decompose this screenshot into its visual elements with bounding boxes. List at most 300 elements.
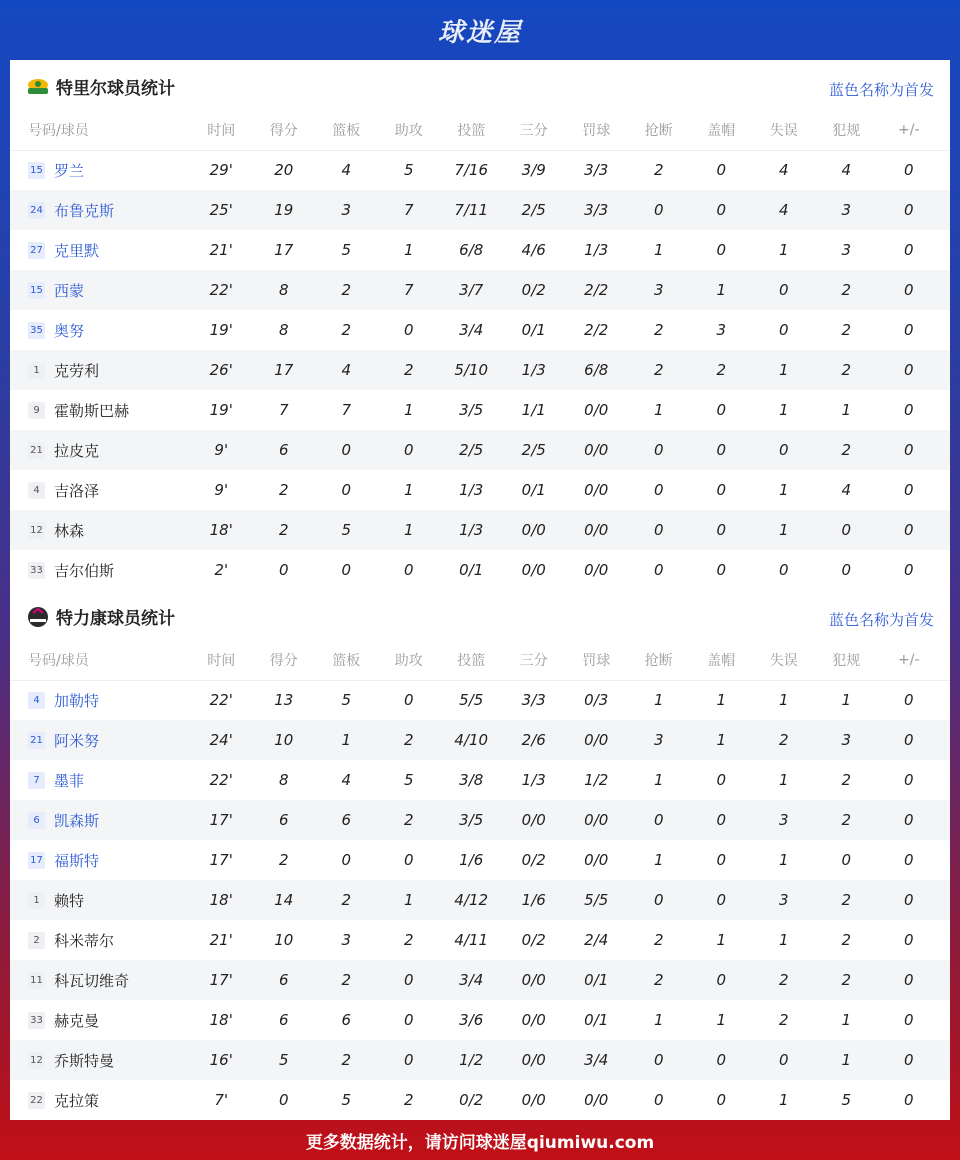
stat-cell: 5 <box>403 771 414 789</box>
stat-cell: 0 <box>903 1051 914 1069</box>
column-header: 抢断 <box>644 653 673 669</box>
stat-cell: 0 <box>341 481 352 499</box>
player-name[interactable]: 赫克曼 <box>54 1011 100 1030</box>
player-row[interactable] <box>10 880 950 920</box>
player-row[interactable] <box>10 310 950 350</box>
stat-cell: 0 <box>341 561 352 579</box>
stat-cell: 0/2 <box>459 1091 484 1109</box>
player-cell[interactable] <box>10 240 190 261</box>
stat-cell: 1 <box>403 891 414 909</box>
stat-cell: 0/0 <box>584 521 609 539</box>
stat-cell: 0 <box>403 971 414 989</box>
jersey-number: 12 <box>28 522 45 539</box>
stat-cell: 1 <box>778 851 789 869</box>
stat-cell: 0 <box>403 561 414 579</box>
stat-cell: 0 <box>278 1091 289 1109</box>
stat-cell: 5 <box>341 241 352 259</box>
stat-cell: 0 <box>653 1091 664 1109</box>
player-row[interactable] <box>10 680 950 720</box>
stat-cell: 0 <box>403 321 414 339</box>
player-name[interactable]: 罗兰 <box>54 161 85 180</box>
stat-cell: 1/2 <box>584 771 609 789</box>
stat-cell: 0/0 <box>584 1091 609 1109</box>
stat-cell: 6/8 <box>459 241 484 259</box>
stat-cell: 2 <box>653 321 664 339</box>
column-header: 得分 <box>269 653 298 669</box>
stat-cell: 1 <box>778 1091 789 1109</box>
stat-cell: 3/9 <box>521 161 546 179</box>
player-name[interactable]: 吉尔伯斯 <box>54 561 115 580</box>
player-row[interactable] <box>10 800 950 840</box>
stat-cell: 0/0 <box>584 481 609 499</box>
jersey-number: 4 <box>28 692 45 709</box>
column-header: 号码/球员 <box>28 653 89 669</box>
column-header: 篮板 <box>332 653 361 669</box>
stat-cell: 1/1 <box>521 401 546 419</box>
stat-cell: 0 <box>653 521 664 539</box>
stat-cell: 0 <box>903 281 914 299</box>
player-row[interactable] <box>10 760 950 800</box>
stat-cell: 0 <box>903 771 914 789</box>
jersey-number: 21 <box>28 442 45 459</box>
stat-cell: 3/3 <box>521 691 546 709</box>
team-header <box>10 60 950 116</box>
player-cell[interactable] <box>10 160 190 181</box>
jersey-number: 21 <box>28 732 45 749</box>
stat-cell: 2 <box>841 321 852 339</box>
stat-cell: 29' <box>209 161 233 179</box>
stat-cell: 2 <box>403 811 414 829</box>
player-name[interactable]: 吉洛泽 <box>54 481 100 500</box>
telekom-baskets-logo <box>26 606 50 628</box>
stat-cell: 0 <box>653 1051 664 1069</box>
stat-cell: 1 <box>403 401 414 419</box>
player-row[interactable] <box>10 720 950 760</box>
stat-cell: 0/3 <box>584 691 609 709</box>
stat-cell: 0 <box>716 161 727 179</box>
stat-cell: 0/1 <box>521 481 546 499</box>
player-cell[interactable] <box>10 810 190 831</box>
trier-team-logo <box>26 76 50 98</box>
jersey-number: 12 <box>28 1052 45 1069</box>
stat-cell: 0/1 <box>521 321 546 339</box>
stat-cell: 0 <box>903 1091 914 1109</box>
stat-cell: 0 <box>403 1051 414 1069</box>
column-header: 篮板 <box>332 123 361 139</box>
stat-cell: 0 <box>403 691 414 709</box>
stat-cell: 2 <box>278 851 289 869</box>
stat-cell: 2 <box>653 161 664 179</box>
stat-cell: 0 <box>903 521 914 539</box>
stat-cell: 0 <box>716 561 727 579</box>
player-cell[interactable] <box>10 1090 190 1111</box>
stat-cell: 14 <box>274 891 294 909</box>
jersey-number: 7 <box>28 772 45 789</box>
stat-cell: 4/10 <box>454 731 489 749</box>
stat-cell: 7 <box>403 281 414 299</box>
column-header: 罚球 <box>582 123 611 139</box>
stat-cell: 19 <box>274 201 294 219</box>
player-row[interactable] <box>10 1000 950 1040</box>
stat-cell: 2 <box>778 731 789 749</box>
stat-cell: 1 <box>778 481 789 499</box>
stat-cell: 0 <box>778 321 789 339</box>
stat-cell: 1 <box>778 361 789 379</box>
player-cell[interactable] <box>10 560 190 581</box>
stat-cell: 3 <box>778 811 789 829</box>
player-row[interactable] <box>10 470 950 510</box>
stat-cell: 0 <box>653 811 664 829</box>
stat-cell: 0 <box>841 561 852 579</box>
player-name[interactable]: 布鲁克斯 <box>54 201 115 220</box>
stat-cell: 4/11 <box>454 931 489 949</box>
player-cell[interactable] <box>10 440 190 461</box>
stat-cell: 20 <box>274 161 294 179</box>
stat-cell: 0 <box>403 1011 414 1029</box>
stat-cell: 2 <box>841 361 852 379</box>
player-cell[interactable] <box>10 730 190 751</box>
player-row[interactable] <box>10 510 950 550</box>
stat-cell: 0 <box>903 811 914 829</box>
stat-cell: 2 <box>841 971 852 989</box>
stat-cell: 0 <box>716 771 727 789</box>
stat-cell: 1 <box>653 851 664 869</box>
stat-cell: 1/3 <box>521 771 546 789</box>
stat-cell: 0 <box>778 281 789 299</box>
stat-cell: 0 <box>716 811 727 829</box>
column-header-row <box>10 640 950 681</box>
jersey-number: 1 <box>28 892 45 909</box>
stat-cell: 2/5 <box>521 201 546 219</box>
stat-cell: 0 <box>903 731 914 749</box>
player-cell[interactable] <box>10 850 190 871</box>
player-name[interactable]: 赖特 <box>54 891 85 910</box>
player-row[interactable] <box>10 840 950 880</box>
player-row[interactable] <box>10 1040 950 1080</box>
starter-legend: 蓝色名称为首发 <box>828 81 934 99</box>
stat-cell: 1 <box>653 241 664 259</box>
stat-cell: 1 <box>716 1011 727 1029</box>
stat-cell: 1/3 <box>584 241 609 259</box>
column-header: 助攻 <box>394 123 423 139</box>
player-name[interactable]: 加勒特 <box>54 691 100 710</box>
stat-cell: 3/8 <box>459 771 484 789</box>
stat-cell: 18' <box>209 1011 233 1029</box>
stat-cell: 1 <box>778 401 789 419</box>
stat-cell: 3 <box>841 731 852 749</box>
stat-cell: 1 <box>653 771 664 789</box>
stat-cell: 0/0 <box>584 811 609 829</box>
stat-cell: 0/2 <box>521 931 546 949</box>
player-name[interactable]: 科米蒂尔 <box>54 931 115 950</box>
stat-cell: 1 <box>716 281 727 299</box>
team-title: 特里尔球员统计 <box>56 79 175 99</box>
stat-cell: 0 <box>903 891 914 909</box>
player-name[interactable]: 墨菲 <box>54 771 85 790</box>
stat-cell: 22' <box>209 691 233 709</box>
stat-cell: 0 <box>716 1091 727 1109</box>
stat-cell: 17 <box>274 241 294 259</box>
stat-cell: 16' <box>209 1051 233 1069</box>
stat-cell: 6 <box>278 971 289 989</box>
stat-cell: 1 <box>653 691 664 709</box>
stat-cell: 0 <box>716 521 727 539</box>
stat-cell: 5 <box>403 161 414 179</box>
stat-cell: 0 <box>903 481 914 499</box>
stat-cell: 3 <box>841 201 852 219</box>
stat-cell: 3/5 <box>459 401 484 419</box>
player-name[interactable]: 克拉策 <box>54 1091 100 1110</box>
player-cell[interactable] <box>10 360 190 381</box>
player-cell[interactable] <box>10 280 190 301</box>
stat-cell: 0 <box>903 931 914 949</box>
stat-cell: 4 <box>341 361 352 379</box>
stat-cell: 1/3 <box>459 521 484 539</box>
stat-cell: 0 <box>403 851 414 869</box>
player-row[interactable] <box>10 430 950 470</box>
stat-cell: 1 <box>841 401 852 419</box>
column-header: 得分 <box>269 123 298 139</box>
stat-cell: 2/2 <box>584 281 609 299</box>
stat-cell: 4/12 <box>454 891 489 909</box>
stat-cell: 2' <box>214 561 229 579</box>
stat-cell: 0/0 <box>584 731 609 749</box>
stat-cell: 0 <box>341 851 352 869</box>
stat-cell: 1/6 <box>459 851 484 869</box>
stat-cell: 1 <box>778 931 789 949</box>
stat-cell: 0 <box>903 401 914 419</box>
stat-cell: 6 <box>341 1011 352 1029</box>
stat-cell: 0/0 <box>521 811 546 829</box>
stat-cell: 3/3 <box>584 161 609 179</box>
player-row[interactable] <box>10 190 950 230</box>
stats-panel <box>10 60 950 1120</box>
player-cell[interactable] <box>10 690 190 711</box>
stat-cell: 3/6 <box>459 1011 484 1029</box>
player-row[interactable] <box>10 1080 950 1120</box>
stat-cell: 0 <box>778 441 789 459</box>
footer <box>0 1120 960 1160</box>
player-name[interactable]: 林森 <box>54 521 85 540</box>
stat-cell: 1/6 <box>521 891 546 909</box>
stat-cell: 5/5 <box>459 691 484 709</box>
stat-cell: 19' <box>209 321 233 339</box>
jersey-number: 22 <box>28 1092 45 1109</box>
column-header: 失误 <box>769 123 798 139</box>
player-name[interactable]: 霍勒斯巴赫 <box>54 401 130 420</box>
jersey-number: 11 <box>28 972 45 989</box>
stat-cell: 7 <box>278 401 289 419</box>
stat-cell: 3 <box>653 281 664 299</box>
player-name[interactable]: 克劳利 <box>54 361 100 380</box>
stat-cell: 2 <box>841 811 852 829</box>
stat-cell: 17' <box>209 851 233 869</box>
player-cell[interactable] <box>10 770 190 791</box>
stat-cell: 5 <box>341 691 352 709</box>
stat-cell: 0 <box>903 851 914 869</box>
stat-cell: 22' <box>209 281 233 299</box>
player-row[interactable] <box>10 350 950 390</box>
stat-cell: 0 <box>903 161 914 179</box>
stat-cell: 26' <box>209 361 233 379</box>
stat-cell: 0 <box>341 441 352 459</box>
column-header: 盖帽 <box>707 653 736 669</box>
player-cell[interactable] <box>10 480 190 501</box>
stat-cell: 0/0 <box>521 1091 546 1109</box>
stat-cell: 1/3 <box>521 361 546 379</box>
stat-cell: 5 <box>841 1091 852 1109</box>
stat-cell: 2/5 <box>521 441 546 459</box>
column-header-row <box>10 110 950 151</box>
stat-cell: 0 <box>716 851 727 869</box>
player-cell[interactable] <box>10 930 190 951</box>
stat-cell: 0/0 <box>584 401 609 419</box>
stat-cell: 2 <box>278 521 289 539</box>
stat-cell: 2 <box>841 771 852 789</box>
stat-cell: 1 <box>403 241 414 259</box>
player-row[interactable] <box>10 550 950 590</box>
stat-cell: 5 <box>278 1051 289 1069</box>
stat-cell: 8 <box>278 281 289 299</box>
player-name[interactable]: 克里默 <box>54 241 100 260</box>
column-header: 助攻 <box>394 653 423 669</box>
jersey-number: 17 <box>28 852 45 869</box>
stat-cell: 5 <box>341 1091 352 1109</box>
stat-cell: 0 <box>716 1051 727 1069</box>
stat-cell: 2/6 <box>521 731 546 749</box>
stat-cell: 2 <box>653 971 664 989</box>
stat-cell: 8 <box>278 771 289 789</box>
stat-cell: 0/1 <box>584 971 609 989</box>
player-name[interactable]: 拉皮克 <box>54 441 100 460</box>
stat-cell: 0 <box>841 851 852 869</box>
player-row[interactable] <box>10 920 950 960</box>
stat-cell: 0 <box>903 971 914 989</box>
player-name[interactable]: 阿米努 <box>54 731 100 750</box>
player-row[interactable] <box>10 150 950 190</box>
column-header: 盖帽 <box>707 123 736 139</box>
stat-cell: 0/0 <box>521 971 546 989</box>
player-cell[interactable] <box>10 970 190 991</box>
stat-cell: 9' <box>214 481 229 499</box>
stat-cell: 1 <box>778 691 789 709</box>
stat-cell: 0 <box>903 691 914 709</box>
stat-cell: 3 <box>341 201 352 219</box>
player-row[interactable] <box>10 230 950 270</box>
stat-cell: 7' <box>214 1091 229 1109</box>
player-cell[interactable] <box>10 320 190 341</box>
stat-cell: 4 <box>778 161 789 179</box>
stat-cell: 7/16 <box>454 161 489 179</box>
stat-cell: 0/0 <box>584 851 609 869</box>
player-name[interactable]: 凯森斯 <box>54 811 100 830</box>
stat-cell: 1/3 <box>459 481 484 499</box>
stat-cell: 24' <box>209 731 233 749</box>
stat-cell: 2/2 <box>584 321 609 339</box>
column-header: 号码/球员 <box>28 123 89 139</box>
stat-cell: 25' <box>209 201 233 219</box>
stat-cell: 3 <box>341 931 352 949</box>
player-name[interactable]: 乔斯特曼 <box>54 1051 115 1070</box>
player-cell[interactable] <box>10 1010 190 1031</box>
stat-cell: 0/0 <box>521 561 546 579</box>
player-row[interactable] <box>10 960 950 1000</box>
player-name[interactable]: 奥努 <box>54 321 85 340</box>
stat-cell: 2 <box>403 361 414 379</box>
stat-cell: 18' <box>209 521 233 539</box>
stat-cell: 3 <box>778 891 789 909</box>
stat-cell: 3/3 <box>584 201 609 219</box>
brand-name: 球迷屋 <box>437 17 522 48</box>
player-cell[interactable] <box>10 1050 190 1071</box>
stat-cell: 2 <box>841 891 852 909</box>
stat-cell: 0 <box>903 441 914 459</box>
stat-cell: 0 <box>653 481 664 499</box>
stat-cell: 4 <box>341 771 352 789</box>
stat-cell: 2/5 <box>459 441 484 459</box>
stat-cell: 3/5 <box>459 811 484 829</box>
stat-cell: 17' <box>209 811 233 829</box>
stat-cell: 18' <box>209 891 233 909</box>
stat-cell: 21' <box>209 931 233 949</box>
player-name[interactable]: 科瓦切维奇 <box>54 971 130 990</box>
player-cell[interactable] <box>10 890 190 911</box>
player-name[interactable]: 西蒙 <box>54 281 85 300</box>
stat-cell: 21' <box>209 241 233 259</box>
stat-cell: 1 <box>341 731 352 749</box>
stat-cell: 0 <box>403 441 414 459</box>
brand-logo <box>0 8 960 52</box>
stat-cell: 4 <box>778 201 789 219</box>
stat-cell: 2 <box>403 1091 414 1109</box>
stat-cell: 2 <box>841 441 852 459</box>
stat-cell: 0 <box>716 441 727 459</box>
stat-cell: 3 <box>841 241 852 259</box>
stat-cell: 0/0 <box>521 1051 546 1069</box>
team-title: 特力康球员统计 <box>56 609 175 629</box>
stat-cell: 17 <box>274 361 294 379</box>
jersey-number: 15 <box>28 282 45 299</box>
player-cell[interactable] <box>10 400 190 421</box>
column-header: 抢断 <box>644 123 673 139</box>
stat-cell: 0 <box>903 361 914 379</box>
stat-cell: 0 <box>278 561 289 579</box>
player-row[interactable] <box>10 270 950 310</box>
player-cell[interactable] <box>10 200 190 221</box>
stat-cell: 2/4 <box>584 931 609 949</box>
player-row[interactable] <box>10 390 950 430</box>
stat-cell: 0 <box>716 971 727 989</box>
stat-cell: 19' <box>209 401 233 419</box>
stat-cell: 0 <box>716 241 727 259</box>
stat-cell: 0/2 <box>521 281 546 299</box>
stat-cell: 5/5 <box>584 891 609 909</box>
stat-cell: 0 <box>716 401 727 419</box>
stat-cell: 1 <box>841 1011 852 1029</box>
player-name[interactable]: 福斯特 <box>54 851 100 870</box>
jersey-number: 27 <box>28 242 45 259</box>
stat-cell: 5/10 <box>454 361 489 379</box>
stat-cell: 3/4 <box>459 971 484 989</box>
stat-cell: 1 <box>403 521 414 539</box>
stat-cell: 6 <box>341 811 352 829</box>
stat-cell: 0 <box>841 521 852 539</box>
stat-cell: 22' <box>209 771 233 789</box>
player-cell[interactable] <box>10 520 190 541</box>
column-header: 犯规 <box>832 123 861 139</box>
jersey-number: 15 <box>28 162 45 179</box>
stat-cell: 2 <box>278 481 289 499</box>
